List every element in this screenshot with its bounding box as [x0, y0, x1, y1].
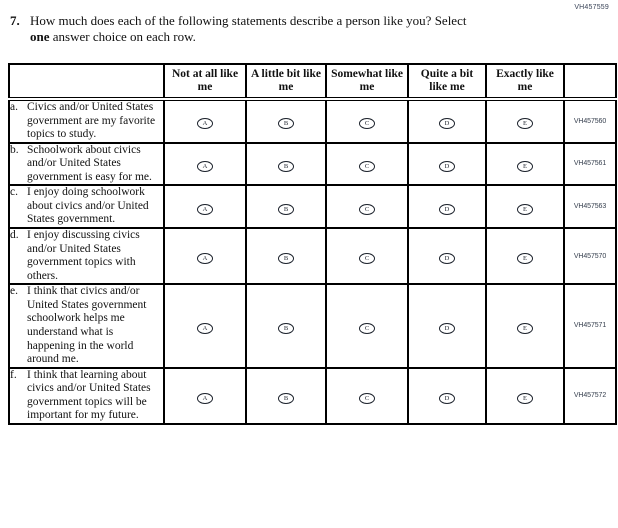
- table-row: [9, 284, 616, 367]
- answer-cell-quite-a-bit: [408, 143, 486, 186]
- row-accession-code: VH457560: [564, 99, 616, 143]
- header-row: [9, 64, 616, 99]
- answer-bubble-b[interactable]: B: [278, 118, 294, 129]
- answer-bubble-b[interactable]: B: [278, 253, 294, 264]
- answer-bubble-a[interactable]: A: [197, 253, 213, 264]
- answer-cell-somewhat: [326, 228, 408, 284]
- row-accession-code: VH457571: [564, 284, 616, 367]
- answer-cell-not-at-all: [164, 228, 246, 284]
- statement-cell: [9, 143, 164, 186]
- answer-bubble-c[interactable]: C: [359, 118, 375, 129]
- question-text-line1: How much does each of the following statements describe a person like you? Select: [30, 13, 467, 28]
- answer-cell-exactly: [486, 228, 564, 284]
- answer-cell-a-little-bit: [246, 368, 326, 424]
- answer-bubble-e[interactable]: E: [517, 323, 533, 334]
- answer-bubble-d[interactable]: D: [439, 118, 455, 129]
- statement-cell: [9, 185, 164, 228]
- answer-bubble-b[interactable]: B: [278, 161, 294, 172]
- statement-column-header-empty: [9, 64, 164, 99]
- answer-cell-somewhat: [326, 185, 408, 228]
- question-accession-code: VH457559: [574, 4, 609, 11]
- answer-bubble-a[interactable]: A: [197, 393, 213, 404]
- answer-bubble-b[interactable]: B: [278, 323, 294, 334]
- answer-bubble-e[interactable]: E: [517, 204, 533, 215]
- column-header-somewhat: Somewhat like me: [326, 64, 408, 99]
- code-column-header-empty: [564, 64, 616, 99]
- statement-cell: [9, 99, 164, 143]
- answer-bubble-a[interactable]: A: [197, 204, 213, 215]
- question-text-bold-word: one: [30, 29, 50, 45]
- row-letter: b.: [10, 143, 19, 156]
- answer-bubble-b[interactable]: B: [278, 204, 294, 215]
- answer-cell-exactly: [486, 368, 564, 424]
- row-letter: a.: [10, 100, 18, 113]
- answer-cell-not-at-all: [164, 143, 246, 186]
- answer-cell-somewhat: [326, 368, 408, 424]
- row-statement: I enjoy discussing civics and/or United States government topics with others.: [27, 229, 140, 282]
- answer-bubble-a[interactable]: A: [197, 161, 213, 172]
- answer-cell-exactly: [486, 99, 564, 143]
- question-number: 7.: [10, 13, 20, 28]
- row-letter: f.: [10, 368, 17, 381]
- row-statement: I enjoy doing schoolwork about civics and/or United States government.: [27, 186, 149, 226]
- answer-bubble-b[interactable]: B: [278, 393, 294, 404]
- row-letter: d.: [10, 229, 19, 241]
- column-header-exactly: Exactly like me: [486, 64, 564, 99]
- row-statement: I think that civics and/or United States government schoolwork helps me understand what is happening in the world around me.: [27, 285, 147, 366]
- answer-bubble-e[interactable]: E: [517, 253, 533, 264]
- answer-cell-a-little-bit: [246, 99, 326, 143]
- answer-cell-somewhat: [326, 284, 408, 367]
- row-accession-code: VH457570: [564, 228, 616, 284]
- answer-bubble-c[interactable]: C: [359, 323, 375, 334]
- answer-bubble-e[interactable]: E: [517, 393, 533, 404]
- answer-cell-a-little-bit: [246, 143, 326, 186]
- answer-cell-quite-a-bit: [408, 284, 486, 367]
- row-letter: c.: [10, 186, 18, 199]
- answer-cell-a-little-bit: [246, 185, 326, 228]
- answer-matrix-table: [8, 63, 617, 425]
- statement-cell: [9, 368, 164, 424]
- answer-bubble-e[interactable]: E: [517, 118, 533, 129]
- answer-cell-not-at-all: [164, 284, 246, 367]
- answer-bubble-c[interactable]: C: [359, 393, 375, 404]
- column-header-a-little-bit: A little bit like me: [246, 64, 326, 99]
- table-row: [9, 143, 616, 186]
- answer-cell-quite-a-bit: [408, 185, 486, 228]
- answer-bubble-d[interactable]: D: [439, 161, 455, 172]
- answer-bubble-d[interactable]: D: [439, 323, 455, 334]
- answer-bubble-c[interactable]: C: [359, 161, 375, 172]
- answer-cell-a-little-bit: [246, 284, 326, 367]
- answer-bubble-a[interactable]: A: [197, 118, 213, 129]
- row-accession-code: VH457561: [564, 143, 616, 186]
- answer-cell-not-at-all: [164, 368, 246, 424]
- row-statement: Schoolwork about civics and/or United States government is easy for me.: [27, 143, 152, 183]
- answer-bubble-d[interactable]: D: [439, 253, 455, 264]
- answer-bubble-d[interactable]: D: [439, 204, 455, 215]
- row-accession-code: VH457572: [564, 368, 616, 424]
- answer-cell-quite-a-bit: [408, 99, 486, 143]
- question-text-line2: answer choice on each row.: [49, 29, 196, 45]
- statement-cell: [9, 228, 164, 284]
- answer-cell-not-at-all: [164, 99, 246, 143]
- table-row: [9, 185, 616, 228]
- answer-bubble-c[interactable]: C: [359, 253, 375, 264]
- answer-cell-quite-a-bit: [408, 228, 486, 284]
- row-statement: I think that learning about civics and/or United States government topics will be important for my future.: [27, 368, 151, 422]
- table-row: [9, 368, 616, 424]
- answer-cell-exactly: [486, 284, 564, 367]
- answer-cell-somewhat: [326, 99, 408, 143]
- answer-cell-exactly: [486, 185, 564, 228]
- table-row: [9, 228, 616, 284]
- answer-cell-not-at-all: [164, 185, 246, 228]
- answer-cell-a-little-bit: [246, 228, 326, 284]
- answer-bubble-e[interactable]: E: [517, 161, 533, 172]
- answer-cell-quite-a-bit: [408, 368, 486, 424]
- row-statement: Civics and/or United States government are my favorite topics to study.: [27, 100, 156, 141]
- column-header-quite-a-bit: Quite a bit like me: [408, 64, 486, 99]
- row-accession-code: VH457563: [564, 185, 616, 228]
- statement-cell: [9, 284, 164, 367]
- question-text: [30, 13, 466, 46]
- answer-bubble-c[interactable]: C: [359, 204, 375, 215]
- row-letter: e.: [10, 285, 18, 298]
- column-header-not-at-all: Not at all like me: [164, 64, 246, 99]
- answer-bubble-a[interactable]: A: [197, 323, 213, 334]
- table-row: [9, 99, 616, 143]
- answer-bubble-d[interactable]: D: [439, 393, 455, 404]
- question-block: [0, 0, 550, 46]
- answer-cell-somewhat: [326, 143, 408, 186]
- answer-cell-exactly: [486, 143, 564, 186]
